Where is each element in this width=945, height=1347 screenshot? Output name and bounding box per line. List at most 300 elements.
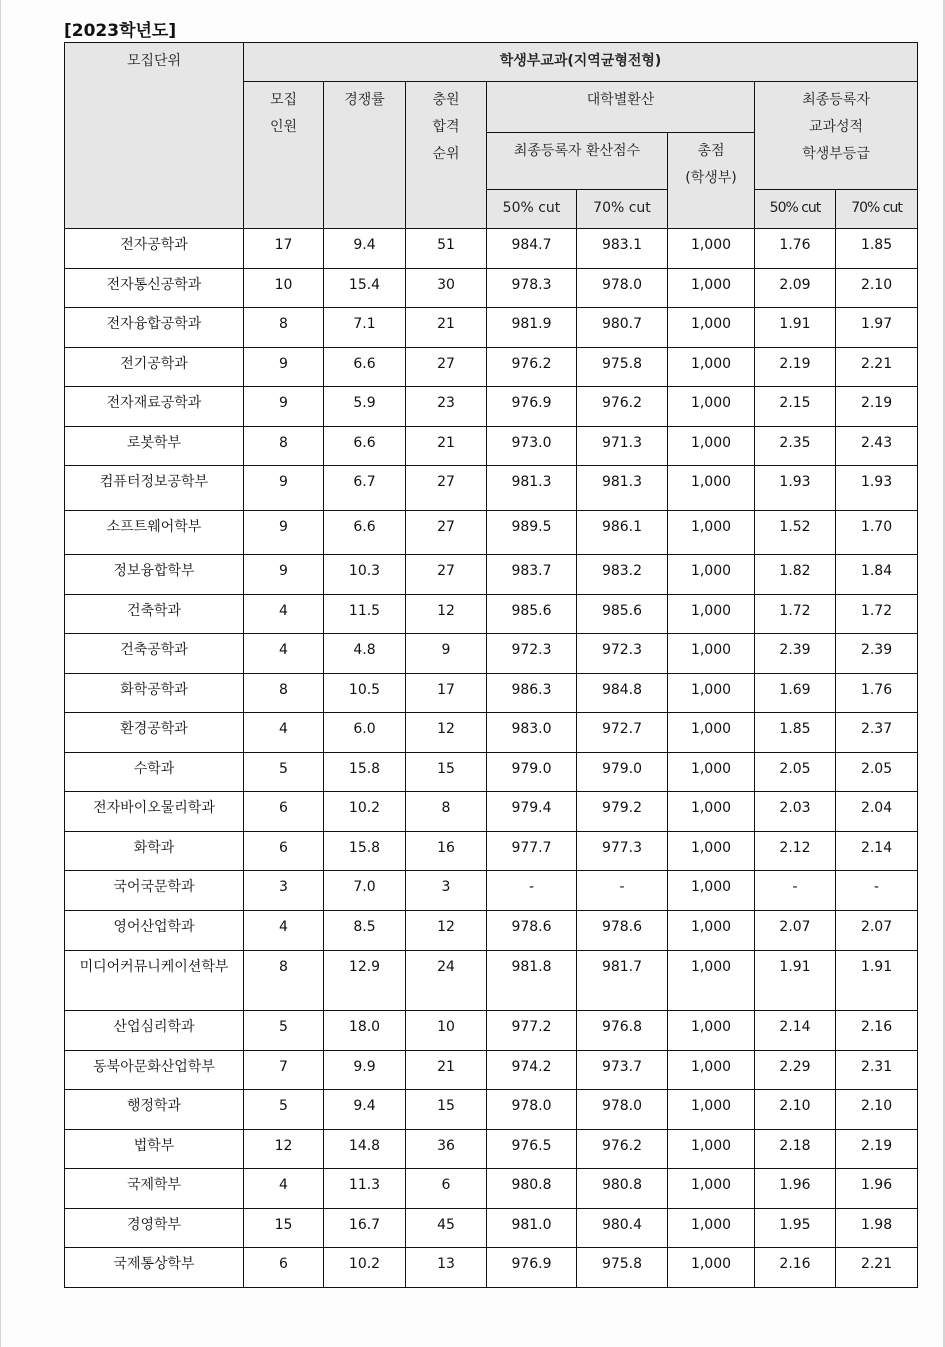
header-grade-cut50: [755, 190, 836, 229]
rank-cell: [406, 1248, 487, 1288]
header-rank-line-2: 합격: [432, 119, 460, 135]
total-cell: [668, 1011, 755, 1051]
unit-name-cell: [65, 269, 244, 308]
quota-cell: [244, 511, 324, 555]
table-row: [65, 595, 918, 634]
rank-value: 12: [437, 721, 455, 737]
rank-value: 24: [437, 959, 455, 975]
header-group-label: 학생부교과(지역균형전형): [499, 53, 662, 69]
score-cut70-cell: [577, 1169, 668, 1209]
grade-cut50-cell: [755, 674, 836, 713]
rank-cell: [406, 511, 487, 555]
score-cut50-value: 981.9: [511, 316, 552, 332]
grade-cut70-value: 2.21: [860, 1256, 893, 1272]
grade-cut70-value: 2.16: [860, 1019, 893, 1035]
score-cut70-cell: [577, 634, 668, 674]
unit-name: 국어국문학과: [113, 879, 195, 895]
grade-cut70-cell: [836, 348, 918, 387]
total-cell: [668, 511, 755, 555]
competition-value: 7.0: [353, 879, 376, 895]
score-cut50-value: 978.3: [511, 277, 552, 293]
grade-cut70-value: 1.70: [860, 519, 893, 535]
rank-value: 21: [437, 316, 455, 332]
unit-name-cell: [65, 1051, 244, 1090]
total-value: 1,000: [690, 840, 732, 856]
quota-value: 8: [279, 316, 288, 332]
header-converted-score-label: 최종등록자 환산점수: [513, 143, 641, 159]
competition-cell: [324, 1209, 406, 1248]
competition-cell: [324, 555, 406, 595]
unit-name: 행정학과: [126, 1098, 182, 1114]
grade-cut70-value: 2.10: [860, 277, 893, 293]
table-row: [65, 634, 918, 674]
grade-cut70-cell: [836, 1209, 918, 1248]
grade-cut50-cell: [755, 871, 836, 911]
total-value: 1,000: [690, 356, 732, 372]
header-grade-line-3: 학생부등급: [802, 146, 870, 162]
rank-value: 45: [437, 1217, 455, 1233]
grade-cut50-cell: [755, 634, 836, 674]
grade-cut50-value: 1.95: [779, 1217, 811, 1233]
grade-cut70-value: 2.31: [860, 1059, 893, 1075]
grade-cut50-cell: [755, 555, 836, 595]
total-value: 1,000: [690, 237, 732, 253]
quota-cell: [244, 229, 324, 269]
table-row: [65, 1011, 918, 1051]
score-cut50-cell: [487, 1130, 577, 1169]
grade-cut50-value: 1.69: [779, 682, 811, 698]
score-cut70-value: 971.3: [601, 435, 643, 451]
score-cut70-cell: [577, 595, 668, 634]
score-cut70-value: 980.8: [601, 1177, 643, 1193]
grade-cut70-cell: [836, 1090, 918, 1130]
score-cut70-value: 983.1: [601, 237, 643, 253]
score-cut50-cell: [487, 229, 577, 269]
total-cell: [668, 1209, 755, 1248]
quota-value: 9: [279, 474, 288, 490]
total-value: 1,000: [690, 959, 732, 975]
grade-cut70-value: 2.19: [860, 1138, 893, 1154]
total-value: 1,000: [690, 1217, 732, 1233]
rank-value: 27: [437, 474, 455, 490]
quota-value: 4: [279, 919, 288, 935]
total-cell: [668, 832, 755, 871]
grade-cut50-cell: [755, 1130, 836, 1169]
rank-cell: [406, 308, 487, 348]
table-row: [65, 348, 918, 387]
grade-cut70-cell: [836, 753, 918, 792]
total-value: 1,000: [690, 435, 732, 451]
header-total-line-1: 총점: [697, 143, 725, 159]
competition-value: 15.8: [348, 840, 381, 856]
score-cut50-cell: [487, 634, 577, 674]
grade-cut50-cell: [755, 1090, 836, 1130]
grade-cut70-cell: [836, 832, 918, 871]
header-quota: [244, 82, 324, 229]
grade-cut50-cell: [755, 832, 836, 871]
table-row: [65, 387, 918, 427]
table-row: [65, 832, 918, 871]
competition-cell: [324, 674, 406, 713]
score-cut50-value: 976.5: [511, 1138, 552, 1154]
rank-value: 36: [437, 1138, 455, 1154]
score-cut70-value: 973.7: [601, 1059, 643, 1075]
score-cut50-cell: [487, 269, 577, 308]
score-cut50-cell: [487, 911, 577, 951]
score-cut50-cell: [487, 1209, 577, 1248]
competition-cell: [324, 229, 406, 269]
score-cut50-value: 983.0: [511, 721, 552, 737]
rank-cell: [406, 1130, 487, 1169]
grade-cut50-value: 1.85: [779, 721, 811, 737]
quota-cell: [244, 466, 324, 511]
unit-name: 환경공학과: [120, 721, 188, 737]
rank-cell: [406, 269, 487, 308]
score-cut70-value: 972.7: [601, 721, 643, 737]
score-cut70-value: 978.0: [601, 277, 643, 293]
score-cut50-value: 977.7: [511, 840, 552, 856]
grade-cut70-cell: [836, 792, 918, 832]
score-cut50-cell: [487, 1090, 577, 1130]
score-cut70-cell: [577, 713, 668, 753]
competition-cell: [324, 871, 406, 911]
competition-cell: [324, 466, 406, 511]
total-cell: [668, 1051, 755, 1090]
rank-value: 27: [437, 519, 455, 535]
score-cut70-value: 981.7: [601, 959, 643, 975]
grade-cut50-value: 2.14: [779, 1019, 811, 1035]
grade-cut70-value: 1.93: [860, 474, 893, 490]
quota-cell: [244, 634, 324, 674]
unit-name: 전자재료공학과: [106, 395, 202, 411]
grade-cut70-cell: [836, 427, 918, 466]
unit-name-cell: [65, 1011, 244, 1051]
grade-cut70-cell: [836, 466, 918, 511]
unit-name: 산업심리학과: [113, 1019, 195, 1035]
table-row: [65, 792, 918, 832]
total-value: 1,000: [690, 800, 732, 816]
header-group: [244, 43, 918, 82]
grade-cut70-value: 2.39: [860, 642, 893, 658]
grade-cut70-cell: [836, 595, 918, 634]
competition-cell: [324, 595, 406, 634]
total-cell: [668, 348, 755, 387]
grade-cut70-value: 2.10: [860, 1098, 893, 1114]
table-row: [65, 1169, 918, 1209]
grade-cut50-value: 2.39: [779, 642, 811, 658]
unit-name: 정보융합학부: [113, 563, 195, 579]
rank-value: 3: [441, 879, 451, 895]
score-cut50-cell: [487, 792, 577, 832]
unit-name: 건축학과: [126, 603, 182, 619]
competition-value: 5.9: [353, 395, 376, 411]
score-cut50-value: 989.5: [511, 519, 552, 535]
header-rank-line-1: 충원: [432, 92, 460, 108]
table-row: [65, 674, 918, 713]
grade-cut50-value: 2.09: [779, 277, 811, 293]
total-value: 1,000: [690, 642, 732, 658]
unit-name-cell: [65, 1209, 244, 1248]
quota-value: 17: [274, 237, 293, 253]
score-cut50-cell: [487, 713, 577, 753]
rank-cell: [406, 427, 487, 466]
competition-cell: [324, 1011, 406, 1051]
rank-cell: [406, 595, 487, 634]
score-cut70-value: 979.2: [601, 800, 643, 816]
score-cut70-cell: [577, 792, 668, 832]
grade-cut50-cell: [755, 308, 836, 348]
score-cut70-value: 976.8: [601, 1019, 643, 1035]
score-cut70-cell: [577, 1209, 668, 1248]
grade-cut70-value: 2.37: [860, 721, 893, 737]
score-cut50-cell: [487, 1248, 577, 1288]
total-value: 1,000: [690, 316, 732, 332]
quota-value: 10: [274, 277, 293, 293]
rank-cell: [406, 792, 487, 832]
total-cell: [668, 595, 755, 634]
grade-cut50-value: 1.96: [779, 1177, 811, 1193]
grade-cut50-cell: [755, 951, 836, 1011]
quota-value: 6: [279, 840, 288, 856]
header-grade-cut70-label: 70% cut: [851, 200, 902, 216]
grade-cut50-cell: [755, 466, 836, 511]
score-cut50-value: 980.8: [511, 1177, 552, 1193]
rank-cell: [406, 1169, 487, 1209]
quota-cell: [244, 1090, 324, 1130]
unit-name-cell: [65, 229, 244, 269]
grade-cut50-cell: [755, 427, 836, 466]
unit-name-cell: [65, 466, 244, 511]
table-row: [65, 911, 918, 951]
header-rank-line-3: 순위: [432, 146, 460, 162]
header-competition: [324, 82, 406, 229]
grade-cut70-cell: [836, 269, 918, 308]
competition-cell: [324, 348, 406, 387]
total-cell: [668, 792, 755, 832]
rank-value: 12: [437, 603, 455, 619]
grade-cut50-cell: [755, 511, 836, 555]
competition-value: 16.7: [348, 1217, 381, 1233]
rank-cell: [406, 1051, 487, 1090]
score-cut50-value: 976.9: [511, 1256, 552, 1272]
unit-name: 국제통상학부: [113, 1256, 195, 1272]
total-value: 1,000: [690, 721, 732, 737]
quota-value: 8: [279, 682, 288, 698]
competition-value: 8.5: [353, 919, 376, 935]
competition-cell: [324, 1090, 406, 1130]
competition-cell: [324, 269, 406, 308]
grade-cut50-value: 1.72: [779, 603, 811, 619]
rank-cell: [406, 951, 487, 1011]
grade-cut50-cell: [755, 595, 836, 634]
quota-cell: [244, 951, 324, 1011]
competition-value: 6.6: [353, 435, 376, 451]
grade-cut70-value: 1.72: [860, 603, 893, 619]
grade-cut70-cell: [836, 387, 918, 427]
total-value: 1,000: [690, 761, 732, 777]
grade-cut50-value: 2.29: [779, 1059, 811, 1075]
total-value: 1,000: [690, 563, 732, 579]
total-cell: [668, 387, 755, 427]
score-cut70-cell: [577, 753, 668, 792]
grade-cut50-cell: [755, 348, 836, 387]
score-cut50-cell: [487, 511, 577, 555]
score-cut70-cell: [577, 1248, 668, 1288]
score-cut70-cell: [577, 1011, 668, 1051]
quota-cell: [244, 555, 324, 595]
total-value: 1,000: [690, 1019, 732, 1035]
score-cut70-value: 978.6: [601, 919, 643, 935]
quota-value: 6: [279, 800, 288, 816]
competition-value: 10.2: [348, 1256, 381, 1272]
score-cut50-value: 979.4: [511, 800, 552, 816]
competition-value: 10.5: [348, 682, 381, 698]
total-cell: [668, 1130, 755, 1169]
grade-cut70-cell: [836, 511, 918, 555]
grade-cut70-cell: [836, 674, 918, 713]
competition-cell: [324, 792, 406, 832]
header-score-cut70-label: 70% cut: [593, 200, 651, 216]
score-cut50-value: 981.8: [511, 959, 552, 975]
header-grade-cut50-label: 50% cut: [769, 200, 821, 216]
competition-value: 14.8: [348, 1138, 381, 1154]
unit-name-cell: [65, 595, 244, 634]
score-cut70-cell: [577, 269, 668, 308]
competition-cell: [324, 511, 406, 555]
grade-cut50-value: 1.52: [779, 519, 811, 535]
quota-value: 15: [274, 1217, 293, 1233]
grade-cut70-cell: [836, 1248, 918, 1288]
unit-name: 영어산업학과: [113, 919, 195, 935]
grade-cut70-value: 1.85: [860, 237, 893, 253]
score-cut50-value: 972.3: [511, 642, 552, 658]
grade-cut70-cell: [836, 1169, 918, 1209]
total-value: 1,000: [690, 682, 732, 698]
total-value: 1,000: [690, 1059, 732, 1075]
score-cut70-cell: [577, 1090, 668, 1130]
page-title: [2023학년도]: [64, 21, 177, 41]
header-grade-line-1: 최종등록자: [802, 92, 870, 108]
unit-name-cell: [65, 1169, 244, 1209]
total-cell: [668, 674, 755, 713]
competition-cell: [324, 911, 406, 951]
score-cut70-cell: [577, 1051, 668, 1090]
score-cut50-value: 985.6: [511, 603, 552, 619]
grade-cut50-cell: [755, 387, 836, 427]
competition-value: 11.5: [348, 603, 381, 619]
score-cut50-value: 983.7: [511, 563, 552, 579]
rank-value: 21: [437, 435, 455, 451]
rank-value: 27: [437, 563, 455, 579]
grade-cut50-value: 2.03: [779, 800, 811, 816]
score-cut70-cell: [577, 466, 668, 511]
quota-cell: [244, 792, 324, 832]
quota-cell: [244, 348, 324, 387]
grade-cut70-value: 1.84: [860, 563, 893, 579]
header-quota-line-1: 모집: [269, 92, 298, 108]
total-cell: [668, 229, 755, 269]
score-cut70-value: 976.2: [601, 395, 643, 411]
header-unit-label: 모집단위: [126, 53, 182, 69]
total-value: 1,000: [690, 277, 732, 293]
grade-cut70-cell: [836, 634, 918, 674]
unit-name-cell: [65, 832, 244, 871]
total-cell: [668, 466, 755, 511]
quota-cell: [244, 832, 324, 871]
quota-cell: [244, 387, 324, 427]
score-cut50-cell: [487, 674, 577, 713]
quota-value: 4: [279, 603, 288, 619]
competition-cell: [324, 1248, 406, 1288]
header-univ-conversion: [487, 82, 755, 133]
score-cut70-value: 979.0: [601, 761, 643, 777]
score-cut70-value: 980.4: [601, 1217, 643, 1233]
quota-value: 6: [279, 1256, 288, 1272]
header-rank: [406, 82, 487, 229]
score-cut50-value: 984.7: [511, 237, 552, 253]
rank-cell: [406, 713, 487, 753]
grade-cut50-value: 2.05: [779, 761, 811, 777]
quota-cell: [244, 713, 324, 753]
quota-cell: [244, 911, 324, 951]
total-cell: [668, 1248, 755, 1288]
grade-cut70-value: 2.05: [860, 761, 893, 777]
competition-value: 12.9: [348, 959, 381, 975]
grade-cut70-cell: [836, 871, 918, 911]
competition-cell: [324, 713, 406, 753]
score-cut70-value: 984.8: [601, 682, 643, 698]
score-cut50-value: 977.2: [511, 1019, 552, 1035]
score-cut70-cell: [577, 427, 668, 466]
grade-cut70-value: 2.21: [860, 356, 893, 372]
score-cut50-cell: [487, 387, 577, 427]
grade-cut50-cell: [755, 911, 836, 951]
grade-cut70-cell: [836, 1011, 918, 1051]
rank-value: 21: [437, 1059, 455, 1075]
rank-cell: [406, 1090, 487, 1130]
unit-name-cell: [65, 555, 244, 595]
table-row: [65, 466, 918, 511]
quota-cell: [244, 674, 324, 713]
score-cut50-value: 978.0: [511, 1098, 552, 1114]
table-body: [65, 229, 918, 1288]
rank-cell: [406, 753, 487, 792]
grade-cut50-value: 2.18: [779, 1138, 811, 1154]
rank-value: 16: [437, 840, 455, 856]
competition-value: 15.8: [348, 761, 381, 777]
quota-value: 9: [279, 395, 288, 411]
table-row: [65, 308, 918, 348]
grade-cut70-cell: [836, 1130, 918, 1169]
grade-cut70-value: -: [874, 879, 880, 895]
competition-value: 7.1: [353, 316, 376, 332]
grade-cut50-value: 2.19: [779, 356, 811, 372]
unit-name-cell: [65, 911, 244, 951]
unit-name-cell: [65, 511, 244, 555]
score-cut50-value: 981.3: [511, 474, 552, 490]
unit-name-cell: [65, 308, 244, 348]
grade-cut50-cell: [755, 1051, 836, 1090]
quota-value: 5: [279, 1019, 288, 1035]
unit-name: 로봇학부: [126, 435, 182, 451]
quota-cell: [244, 1169, 324, 1209]
table-row: [65, 1209, 918, 1248]
score-cut70-value: 978.0: [601, 1098, 643, 1114]
competition-value: 9.4: [353, 1098, 376, 1114]
rank-cell: [406, 634, 487, 674]
quota-cell: [244, 595, 324, 634]
header-score-cut50-label: 50% cut: [502, 200, 561, 216]
